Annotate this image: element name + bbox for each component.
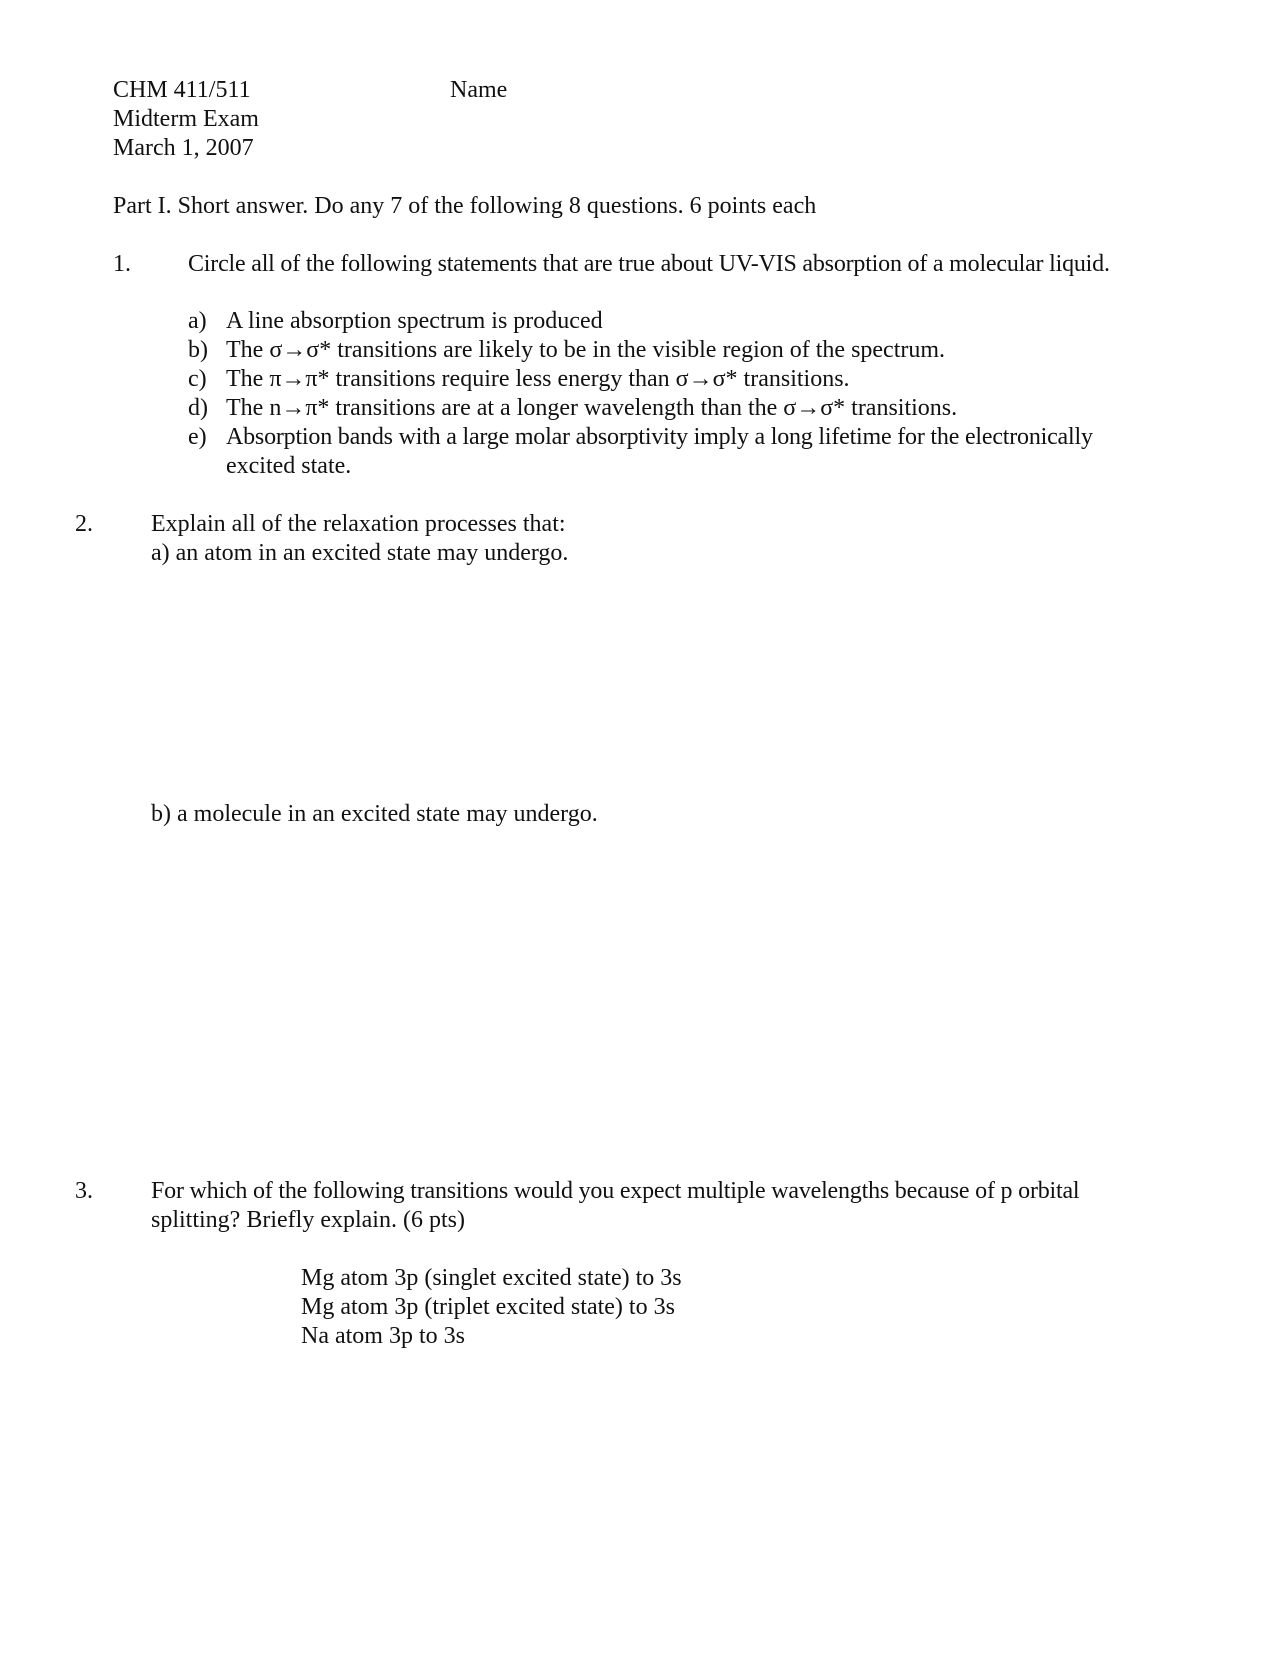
q1-option-d-text: The n→π* transitions are at a longer wavelength than the σ→σ* transitions.: [226, 395, 958, 421]
q3-number: 3.: [75, 1178, 93, 1204]
q1-option-e-text: Absorption bands with a large molar absorptivity imply a long lifetime for the electronically: [226, 424, 1093, 450]
q3-prompt-line2: splitting? Briefly explain. (6 pts): [151, 1207, 465, 1233]
q2-number: 2.: [75, 511, 93, 537]
exam-title: Midterm Exam: [113, 106, 259, 132]
exam-date: March 1, 2007: [113, 135, 254, 161]
q3-transition-2: Mg atom 3p (triplet excited state) to 3s: [301, 1294, 675, 1320]
q3-transition-1: Mg atom 3p (singlet excited state) to 3s: [301, 1265, 682, 1291]
q1-option-b-letter: b): [188, 337, 208, 363]
q1-option-c-text: The π→π* transitions require less energy than σ→σ* transitions.: [226, 366, 850, 392]
q1-option-e-letter: e): [188, 424, 207, 450]
q3-transition-3: Na atom 3p to 3s: [301, 1323, 465, 1349]
q1-option-d-letter: d): [188, 395, 208, 421]
q1-prompt: Circle all of the following statements that are true about UV-VIS absorption of a molecular liquid.: [188, 251, 1110, 277]
q2-part-b: b) a molecule in an excited state may undergo.: [151, 801, 598, 827]
q2-prompt: Explain all of the relaxation processes that:: [151, 511, 566, 537]
name-label: Name: [450, 77, 508, 103]
q1-option-a-letter: a): [188, 308, 207, 334]
course-code: CHM 411/511: [113, 77, 251, 103]
q1-option-c-letter: c): [188, 366, 207, 392]
q3-prompt-line1: For which of the following transitions would you expect multiple wavelengths because of p orbital: [151, 1178, 1080, 1204]
q1-option-a-text: A line absorption spectrum is produced: [226, 308, 603, 334]
part1-instructions: Part I. Short answer. Do any 7 of the following 8 questions. 6 points each: [113, 193, 817, 219]
q1-option-b-text: The σ→σ* transitions are likely to be in the visible region of the spectrum.: [226, 337, 946, 363]
q2-part-a: a) an atom in an excited state may undergo.: [151, 540, 569, 566]
q1-number: 1.: [113, 251, 131, 277]
q1-option-e-continued: excited state.: [226, 453, 352, 479]
